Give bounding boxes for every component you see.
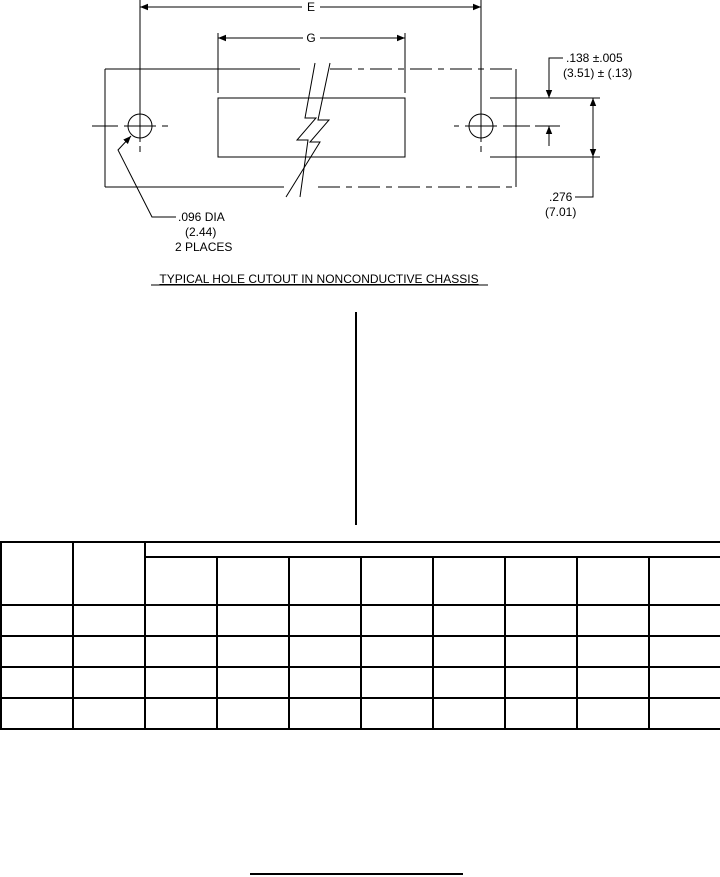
table-cell <box>433 636 505 667</box>
table-grid <box>0 541 720 730</box>
dimension-g <box>218 31 405 45</box>
table-cell <box>361 667 433 698</box>
table-cell <box>577 636 649 667</box>
table-cell <box>649 667 720 698</box>
table-subheader-cell <box>577 557 649 605</box>
table-cell <box>145 698 217 729</box>
table-cell <box>649 698 720 729</box>
table-cell <box>577 667 649 698</box>
hole-dia-metric-label: (2.44) <box>185 225 217 239</box>
center-slot <box>218 98 405 157</box>
table-cell <box>217 667 289 698</box>
table-cell <box>1 698 73 729</box>
table-cell <box>73 636 145 667</box>
drawing-caption: TYPICAL HOLE CUTOUT IN NONCONDUCTIVE CHASSIS <box>159 272 479 286</box>
height-dimension <box>545 98 593 219</box>
hole-offset-label: .138 ±.005 <box>566 51 623 65</box>
hole-offset-metric-label: (3.51) ± (.13) <box>563 66 633 80</box>
table-cell <box>145 636 217 667</box>
table-subheader-cell <box>433 557 505 605</box>
table-cell <box>73 698 145 729</box>
dimension-e-label: E <box>306 0 316 14</box>
table-cell <box>289 667 361 698</box>
table-row <box>1 636 720 667</box>
table-cell <box>505 667 577 698</box>
table-subheader-cell <box>145 557 217 605</box>
table-cell <box>73 605 145 636</box>
mounting-hole-right <box>454 110 530 152</box>
vertical-divider <box>355 312 357 525</box>
table-cell <box>289 605 361 636</box>
table-cell <box>289 698 361 729</box>
table-cell <box>1 667 73 698</box>
table-header-cell <box>1 542 73 605</box>
table-cell <box>649 605 720 636</box>
table-subheader-cell <box>217 557 289 605</box>
table-cell <box>433 698 505 729</box>
table-subheader-cell <box>289 557 361 605</box>
dimension-e <box>140 0 481 14</box>
table-subheader-cell <box>649 557 720 605</box>
table-cell <box>73 667 145 698</box>
table-cell <box>361 698 433 729</box>
table-cell <box>217 698 289 729</box>
table-cell <box>505 636 577 667</box>
table-cell <box>1 636 73 667</box>
table-cell <box>361 636 433 667</box>
table-header-row <box>1 542 720 557</box>
table-row <box>1 698 720 729</box>
table-subheader-cell <box>361 557 433 605</box>
table-group-header-cell <box>145 542 720 557</box>
table-row <box>1 605 720 636</box>
table-cell <box>433 605 505 636</box>
hole-places-label: 2 PLACES <box>175 240 233 254</box>
table-cell <box>505 698 577 729</box>
table-cell <box>1 605 73 636</box>
dimension-g-label: G <box>306 31 316 45</box>
height-label: .276 <box>549 190 573 204</box>
table-cell <box>361 605 433 636</box>
table-cell <box>145 667 217 698</box>
break-lines <box>286 63 330 197</box>
table-cell <box>217 605 289 636</box>
hole-dia-label: .096 DIA <box>178 210 225 224</box>
table-subheader-cell <box>505 557 577 605</box>
table-header-cell <box>73 542 145 605</box>
mounting-hole-left <box>92 110 168 152</box>
table-row <box>1 667 720 698</box>
table-cell <box>577 698 649 729</box>
hole-diameter-callout <box>118 136 232 254</box>
footer-rule <box>250 873 463 875</box>
table-cell <box>505 605 577 636</box>
hole-cutout-drawing <box>0 0 720 300</box>
height-metric-label: (7.01) <box>545 205 577 219</box>
table-cell <box>289 636 361 667</box>
dimension-table <box>0 541 720 730</box>
table-cell <box>433 667 505 698</box>
table-cell <box>577 605 649 636</box>
table-cell <box>217 636 289 667</box>
extension-lines <box>140 0 600 157</box>
table-cell <box>145 605 217 636</box>
table-cell <box>649 636 720 667</box>
